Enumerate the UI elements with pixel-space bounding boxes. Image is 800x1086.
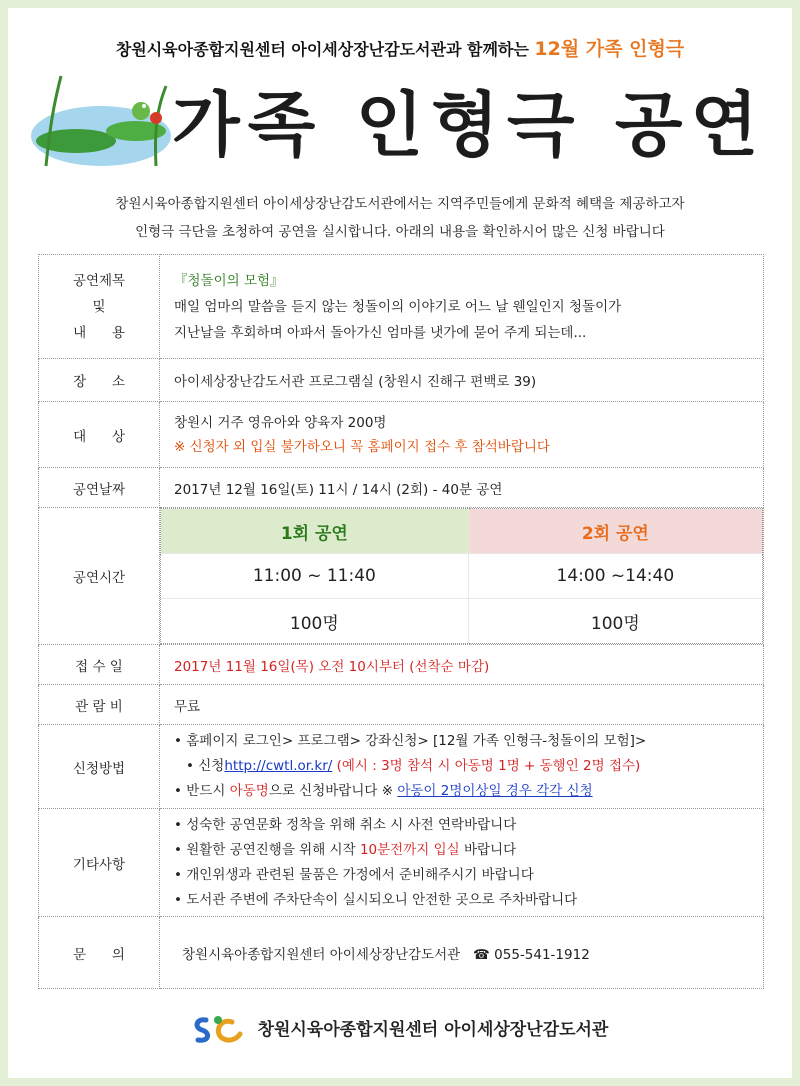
- row-target-value: [160, 402, 764, 468]
- apply-list: [164, 729, 763, 804]
- apply-step-3-red: 아동명: [229, 783, 269, 799]
- apply-step-3: [174, 779, 763, 804]
- etc-item-1: • 성숙한 공연문화 정착을 위해 취소 시 사전 연락바랍니다: [174, 813, 763, 838]
- footer: [8, 1014, 792, 1046]
- row-title-value: [160, 255, 764, 359]
- row-time-value: [160, 508, 764, 645]
- row-etc: [39, 809, 764, 917]
- round-1-time: 11:00 ~ 11:40: [161, 554, 469, 599]
- row-place-label: 장 소: [39, 359, 160, 402]
- row-place-value: 아이세상장난감도서관 프로그램실 (창원시 진해구 편백로 39): [160, 359, 764, 402]
- pond-illustration: [26, 56, 176, 176]
- apply-step-1: • 홈페이지 로그인> 프로그램> 강좌신청> [12월 가족 인형극-청돌이의 모험]>: [174, 729, 763, 754]
- schedule-table: [160, 508, 763, 644]
- header-pre-text: 창원시육아종합지원센터 아이세상장난감도서관과 함께하는: [115, 40, 529, 59]
- row-apply: [39, 725, 764, 809]
- play-title: 『청돌이의 모험』: [174, 272, 284, 289]
- intro-text: [8, 190, 792, 246]
- row-date-value: 2017년 12월 16일(토) 11시 / 14시 (2회) - 40분 공연: [160, 468, 764, 508]
- round-2-time: 14:00 ~14:40: [468, 554, 762, 599]
- apply-step-2-pre: 신청: [198, 758, 225, 774]
- round-1-capacity: 100명: [161, 599, 469, 644]
- row-title-label-1: 공연제목: [72, 272, 126, 289]
- row-target: [39, 402, 764, 468]
- row-time-label: 공연시간: [39, 508, 160, 645]
- round-2-label: 2회 공연: [468, 509, 762, 554]
- row-contact: [39, 917, 764, 989]
- etc-item-2-pre: 원활한 공연진행을 위해 시작: [186, 841, 360, 858]
- row-date-label: 공연날짜: [39, 468, 160, 508]
- row-receipt-value: 2017년 11월 16일(목) 오전 10시부터 (선착순 마감): [160, 645, 764, 685]
- row-apply-value: [160, 725, 764, 809]
- etc-item-4: • 도서관 주변에 주차단속이 실시되오니 안전한 곳으로 주차바랍니다: [174, 888, 763, 913]
- row-title-header: [39, 255, 160, 359]
- row-apply-label: 신청방법: [39, 725, 160, 809]
- etc-item-2-post: 바랍니다: [459, 841, 517, 858]
- apply-step-3-mid: 으로 신청바랍니다 ※: [268, 783, 398, 799]
- footer-org: 창원시육아종합지원센터 아이세상장난감도서관: [257, 1020, 609, 1040]
- row-title-label-2: 및: [92, 298, 106, 315]
- info-table: [38, 254, 764, 989]
- etc-item-3: • 개인위생과 관련된 물품은 가정에서 준비해주시기 바랍니다: [174, 863, 763, 888]
- etc-item-2-red: 10분전까지 입실: [359, 841, 460, 858]
- intro-line-1: 창원시육아종합지원센터 아이세상장난감도서관에서는 지역주민들에게 문화적 혜택을 제공하고자: [115, 196, 685, 212]
- phone-icon: ☎: [473, 946, 490, 963]
- target-value: 창원시 거주 영유아와 양육자 200명: [174, 414, 387, 431]
- row-title: [39, 255, 764, 359]
- play-desc-2: 지난날을 후회하며 아파서 돌아가신 엄마를 냇가에 묻어 주게 되는데...: [174, 324, 587, 341]
- target-note: ※ 신청자 외 입실 불가하오니 꼭 홈페이지 접수 후 참석바랍니다: [174, 438, 550, 455]
- intro-line-2: 인형극 극단을 초청하여 공연을 실시합니다. 아래의 내용을 확인하시어 많은 신청 바랍니다: [135, 224, 665, 240]
- row-fee: [39, 685, 764, 725]
- etc-list: [164, 813, 763, 913]
- contact-org: 창원시육아종합지원센터 아이세상장난감도서관: [182, 946, 461, 963]
- row-fee-value: 무료: [160, 685, 764, 725]
- flyer: [8, 8, 792, 1078]
- row-contact-label: 문 의: [39, 917, 160, 989]
- round-2-capacity: 100명: [468, 599, 762, 644]
- row-place: [39, 359, 764, 402]
- homepage-link[interactable]: http://cwtl.or.kr/: [224, 758, 333, 774]
- apply-step-3-blue: 아동이 2명이상일 경우 각각 신청: [397, 783, 593, 799]
- row-receipt: [39, 645, 764, 685]
- header-highlight: 12월 가족 인형극: [534, 38, 685, 60]
- apply-step-3-pre: 반드시: [186, 783, 230, 799]
- row-date: [39, 468, 764, 508]
- play-desc-1: 매일 엄마의 말씀을 듣지 않는 청돌이의 이야기로 어느 날 웬일인지 청돌이가: [174, 298, 622, 315]
- row-target-label: 대 상: [39, 402, 160, 468]
- apply-step-2: [174, 754, 763, 779]
- row-etc-label: 기타사항: [39, 809, 160, 917]
- row-receipt-label: 접 수 일: [39, 645, 160, 685]
- row-fee-label: 관 람 비: [39, 685, 160, 725]
- row-time: [39, 508, 764, 645]
- apply-example: (예시 : 3명 참석 시 아동명 1명 + 동행인 2명 접수): [332, 758, 641, 774]
- row-title-label-3: 내 용: [73, 324, 125, 341]
- row-etc-value: [160, 809, 764, 917]
- etc-item-2: [174, 838, 763, 863]
- contact-phone: 055-541-1912: [494, 946, 590, 963]
- round-1-label: 1회 공연: [161, 509, 469, 554]
- row-contact-value: [160, 917, 764, 989]
- page-title: 가족 인형극 공연: [172, 84, 767, 166]
- sc-logo-icon: [192, 1014, 246, 1046]
